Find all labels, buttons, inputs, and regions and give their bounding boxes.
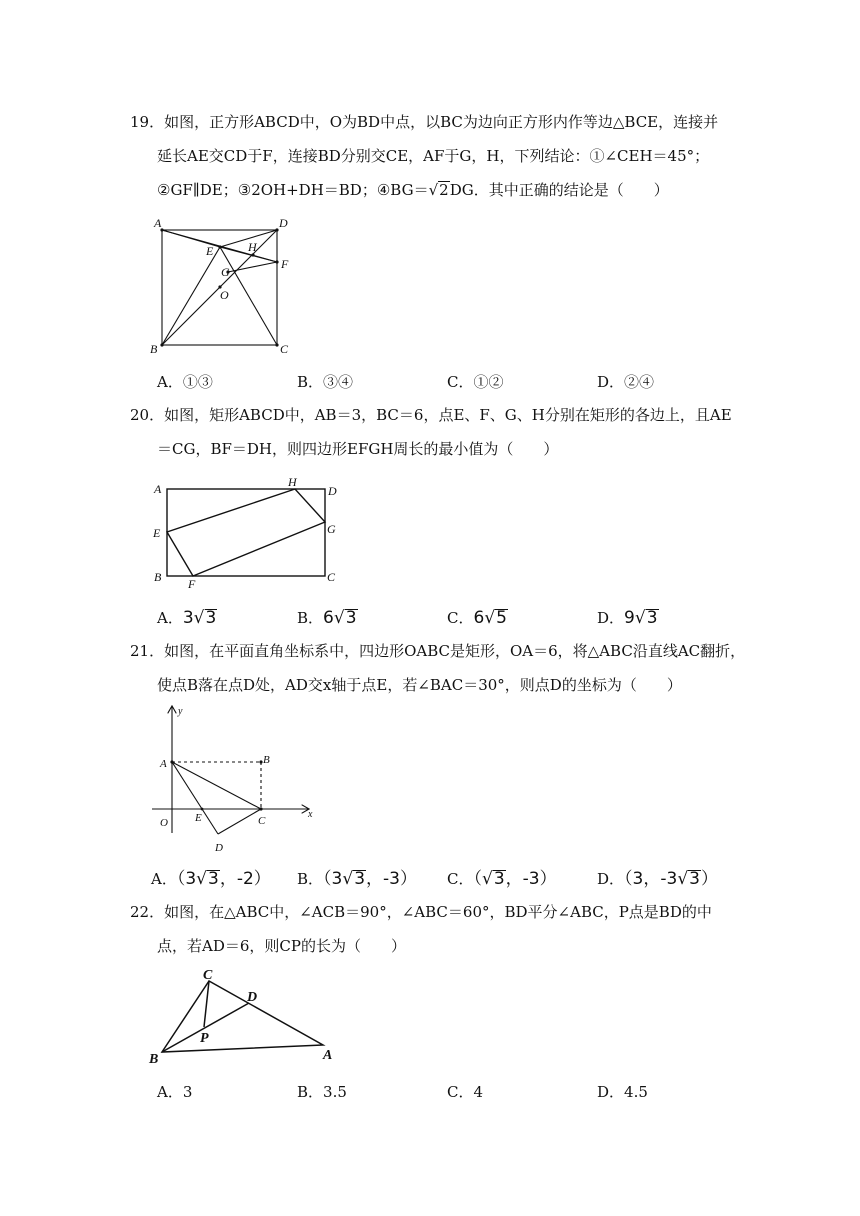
q20-line2: ＝CG，BF＝DH，则四边形EFGH周长的最小值为（ ） xyxy=(157,440,559,458)
q20-label-D: D xyxy=(328,484,337,498)
q19-line3b: 2 xyxy=(439,181,449,199)
q19-label-D: D xyxy=(279,216,288,230)
q19-label-C: C xyxy=(280,342,289,356)
q21-option-d-open: （3，-3 xyxy=(624,869,678,889)
q22-option-a[interactable]: A．3 xyxy=(157,1083,193,1101)
q21-option-d[interactable] xyxy=(597,864,718,889)
q19-label-H: H xyxy=(248,240,257,254)
q21-label-B: B xyxy=(263,754,270,766)
q20-label-G: G xyxy=(327,522,336,536)
q21-label-C: C xyxy=(258,815,266,827)
q21-label-y: y xyxy=(178,706,183,717)
q20-option-c[interactable] xyxy=(447,607,508,628)
q20-option-a-prefix: A． xyxy=(157,609,183,627)
q21-option-a-open: （ xyxy=(176,869,186,889)
q19-label-B: B xyxy=(150,342,158,356)
q19-option-d[interactable]: D．②④ xyxy=(597,373,655,391)
q22-line2: 点，若AD＝6，则CP的长为（ ） xyxy=(157,937,406,955)
q19-label-G: G xyxy=(221,265,230,279)
q21-label-O: O xyxy=(160,817,168,829)
q20-option-b-coef: 6 xyxy=(323,608,334,628)
q19-line3 xyxy=(157,180,669,200)
q21-label-x: x xyxy=(308,809,313,820)
q19-label-O: O xyxy=(220,288,229,302)
sqrt-icon: √ xyxy=(193,608,205,628)
q20-label-A: A xyxy=(154,482,162,496)
q22-option-c[interactable]: C．4 xyxy=(447,1083,484,1101)
q21-line1: 21．如图，在平面直角坐标系中，四边形OABC是矩形，OA＝6，将△ABC沿直线AC翻折， xyxy=(130,642,746,660)
q21-option-c-rad: 3 xyxy=(493,869,505,889)
q20-label-H: H xyxy=(288,475,297,489)
q20-label-F: F xyxy=(188,577,196,591)
q22-option-b[interactable]: B．3.5 xyxy=(297,1083,347,1101)
q22-label-C: C xyxy=(203,968,213,983)
sqrt-icon: √ xyxy=(342,869,354,889)
sqrt-icon: √ xyxy=(481,869,493,889)
q19-option-a[interactable]: A．①③ xyxy=(157,373,213,391)
sqrt-icon: √ xyxy=(677,869,689,889)
q21-option-b-open: （ xyxy=(323,869,332,889)
q20-option-b[interactable] xyxy=(297,607,358,628)
q20-label-B: B xyxy=(154,570,162,584)
sqrt-icon: √ xyxy=(484,608,496,628)
q21-option-a-rad: 3 xyxy=(208,869,219,889)
q20-option-c-prefix: C． xyxy=(447,609,474,627)
q19-line1: 19．如图，正方形ABCD中，O为BD中点，以BC为边向正方形内作等边△BCE，连接并 xyxy=(130,113,719,131)
q21-option-a-coef: 3 xyxy=(185,869,197,889)
q20-option-b-rad: 3 xyxy=(345,608,357,628)
q21-figure xyxy=(150,705,320,855)
q22-line1: 22．如图，在△ABC中，∠ACB＝90°，∠ABC＝60°，BD平分∠ABC，P点是BD的中 xyxy=(130,903,712,921)
q19-option-c[interactable]: C．①② xyxy=(447,373,504,391)
sqrt-icon: √ xyxy=(634,608,646,628)
q21-option-a-prefix: A． xyxy=(151,870,177,888)
q22-label-A: A xyxy=(323,1048,333,1063)
q21-label-E: E xyxy=(195,812,202,824)
q20-line1: 20．如图，矩形ABCD中，AB＝3，BC＝6，点E、F、G、H分别在矩形的各边上，且AE xyxy=(130,406,732,424)
q21-option-c[interactable] xyxy=(447,864,557,889)
q19-line3a: ②GF∥DE；③2OH+DH＝BD；④BG＝ xyxy=(157,181,429,199)
q22-figure xyxy=(145,965,345,1065)
q21-line2: 使点B落在点D处，AD交x轴于点E，若∠BAC＝30°，则点D的坐标为（ ） xyxy=(157,676,682,694)
q21-option-b-rad: 3 xyxy=(354,869,366,889)
q21-option-b-rest: ，-3） xyxy=(366,869,417,889)
q20-option-a[interactable] xyxy=(157,607,217,628)
q20-option-d-coef: 9 xyxy=(624,608,635,628)
q21-option-b-prefix: B． xyxy=(297,870,324,888)
q20-option-c-coef: 6 xyxy=(473,608,485,628)
q22-triangle xyxy=(162,981,323,1052)
sqrt-icon: √ xyxy=(428,181,439,199)
q21-option-b-coef: 3 xyxy=(331,869,343,889)
q22-label-P: P xyxy=(200,1031,209,1046)
q20-option-d-rad: 3 xyxy=(646,608,658,628)
q19-line2: 延长AE交CD于F，连接BD分别交CE，AF于G，H，下列结论：①∠CEH＝45°； xyxy=(157,147,710,165)
q20-option-a-coef: 3 xyxy=(182,608,194,628)
q20-option-a-rad: 3 xyxy=(205,608,217,628)
q20-option-d[interactable] xyxy=(597,607,659,628)
q21-label-D: D xyxy=(215,842,223,854)
q20-option-d-prefix: D． xyxy=(597,609,625,627)
q19-line3c: DG．其中正确的结论是（ ） xyxy=(449,181,669,199)
q21-option-c-prefix: C． xyxy=(447,870,474,888)
q20-quadrilateral xyxy=(167,489,325,576)
q21-option-a-rest: ，-2） xyxy=(219,869,271,889)
q19-label-F: F xyxy=(281,257,289,271)
q21-label-A: A xyxy=(160,758,167,770)
q20-option-b-prefix: B． xyxy=(297,609,324,627)
q21-option-c-rest: ，-3） xyxy=(505,869,557,889)
q19-label-A: A xyxy=(154,216,162,230)
q21-option-d-rest: ） xyxy=(700,869,718,889)
q21-option-d-rad: 3 xyxy=(689,869,700,889)
q21-option-a[interactable] xyxy=(151,864,271,889)
q21-option-d-prefix: D． xyxy=(597,870,625,888)
q20-label-E: E xyxy=(153,526,161,540)
q20-rectangle xyxy=(167,489,325,576)
q20-option-c-rad: 5 xyxy=(496,608,507,628)
q22-option-d[interactable]: D．4.5 xyxy=(597,1083,648,1101)
q19-option-b[interactable]: B．③④ xyxy=(297,373,354,391)
q22-label-B: B xyxy=(149,1052,159,1067)
sqrt-icon: √ xyxy=(196,869,208,889)
q20-label-C: C xyxy=(327,570,336,584)
sqrt-icon: √ xyxy=(333,608,345,628)
q19-label-E: E xyxy=(206,244,214,258)
q21-option-b[interactable] xyxy=(297,864,417,889)
q21-option-c-open: （ xyxy=(473,869,482,889)
q19-figure xyxy=(150,215,300,360)
q22-label-D: D xyxy=(247,990,258,1005)
q20-figure xyxy=(150,475,350,590)
